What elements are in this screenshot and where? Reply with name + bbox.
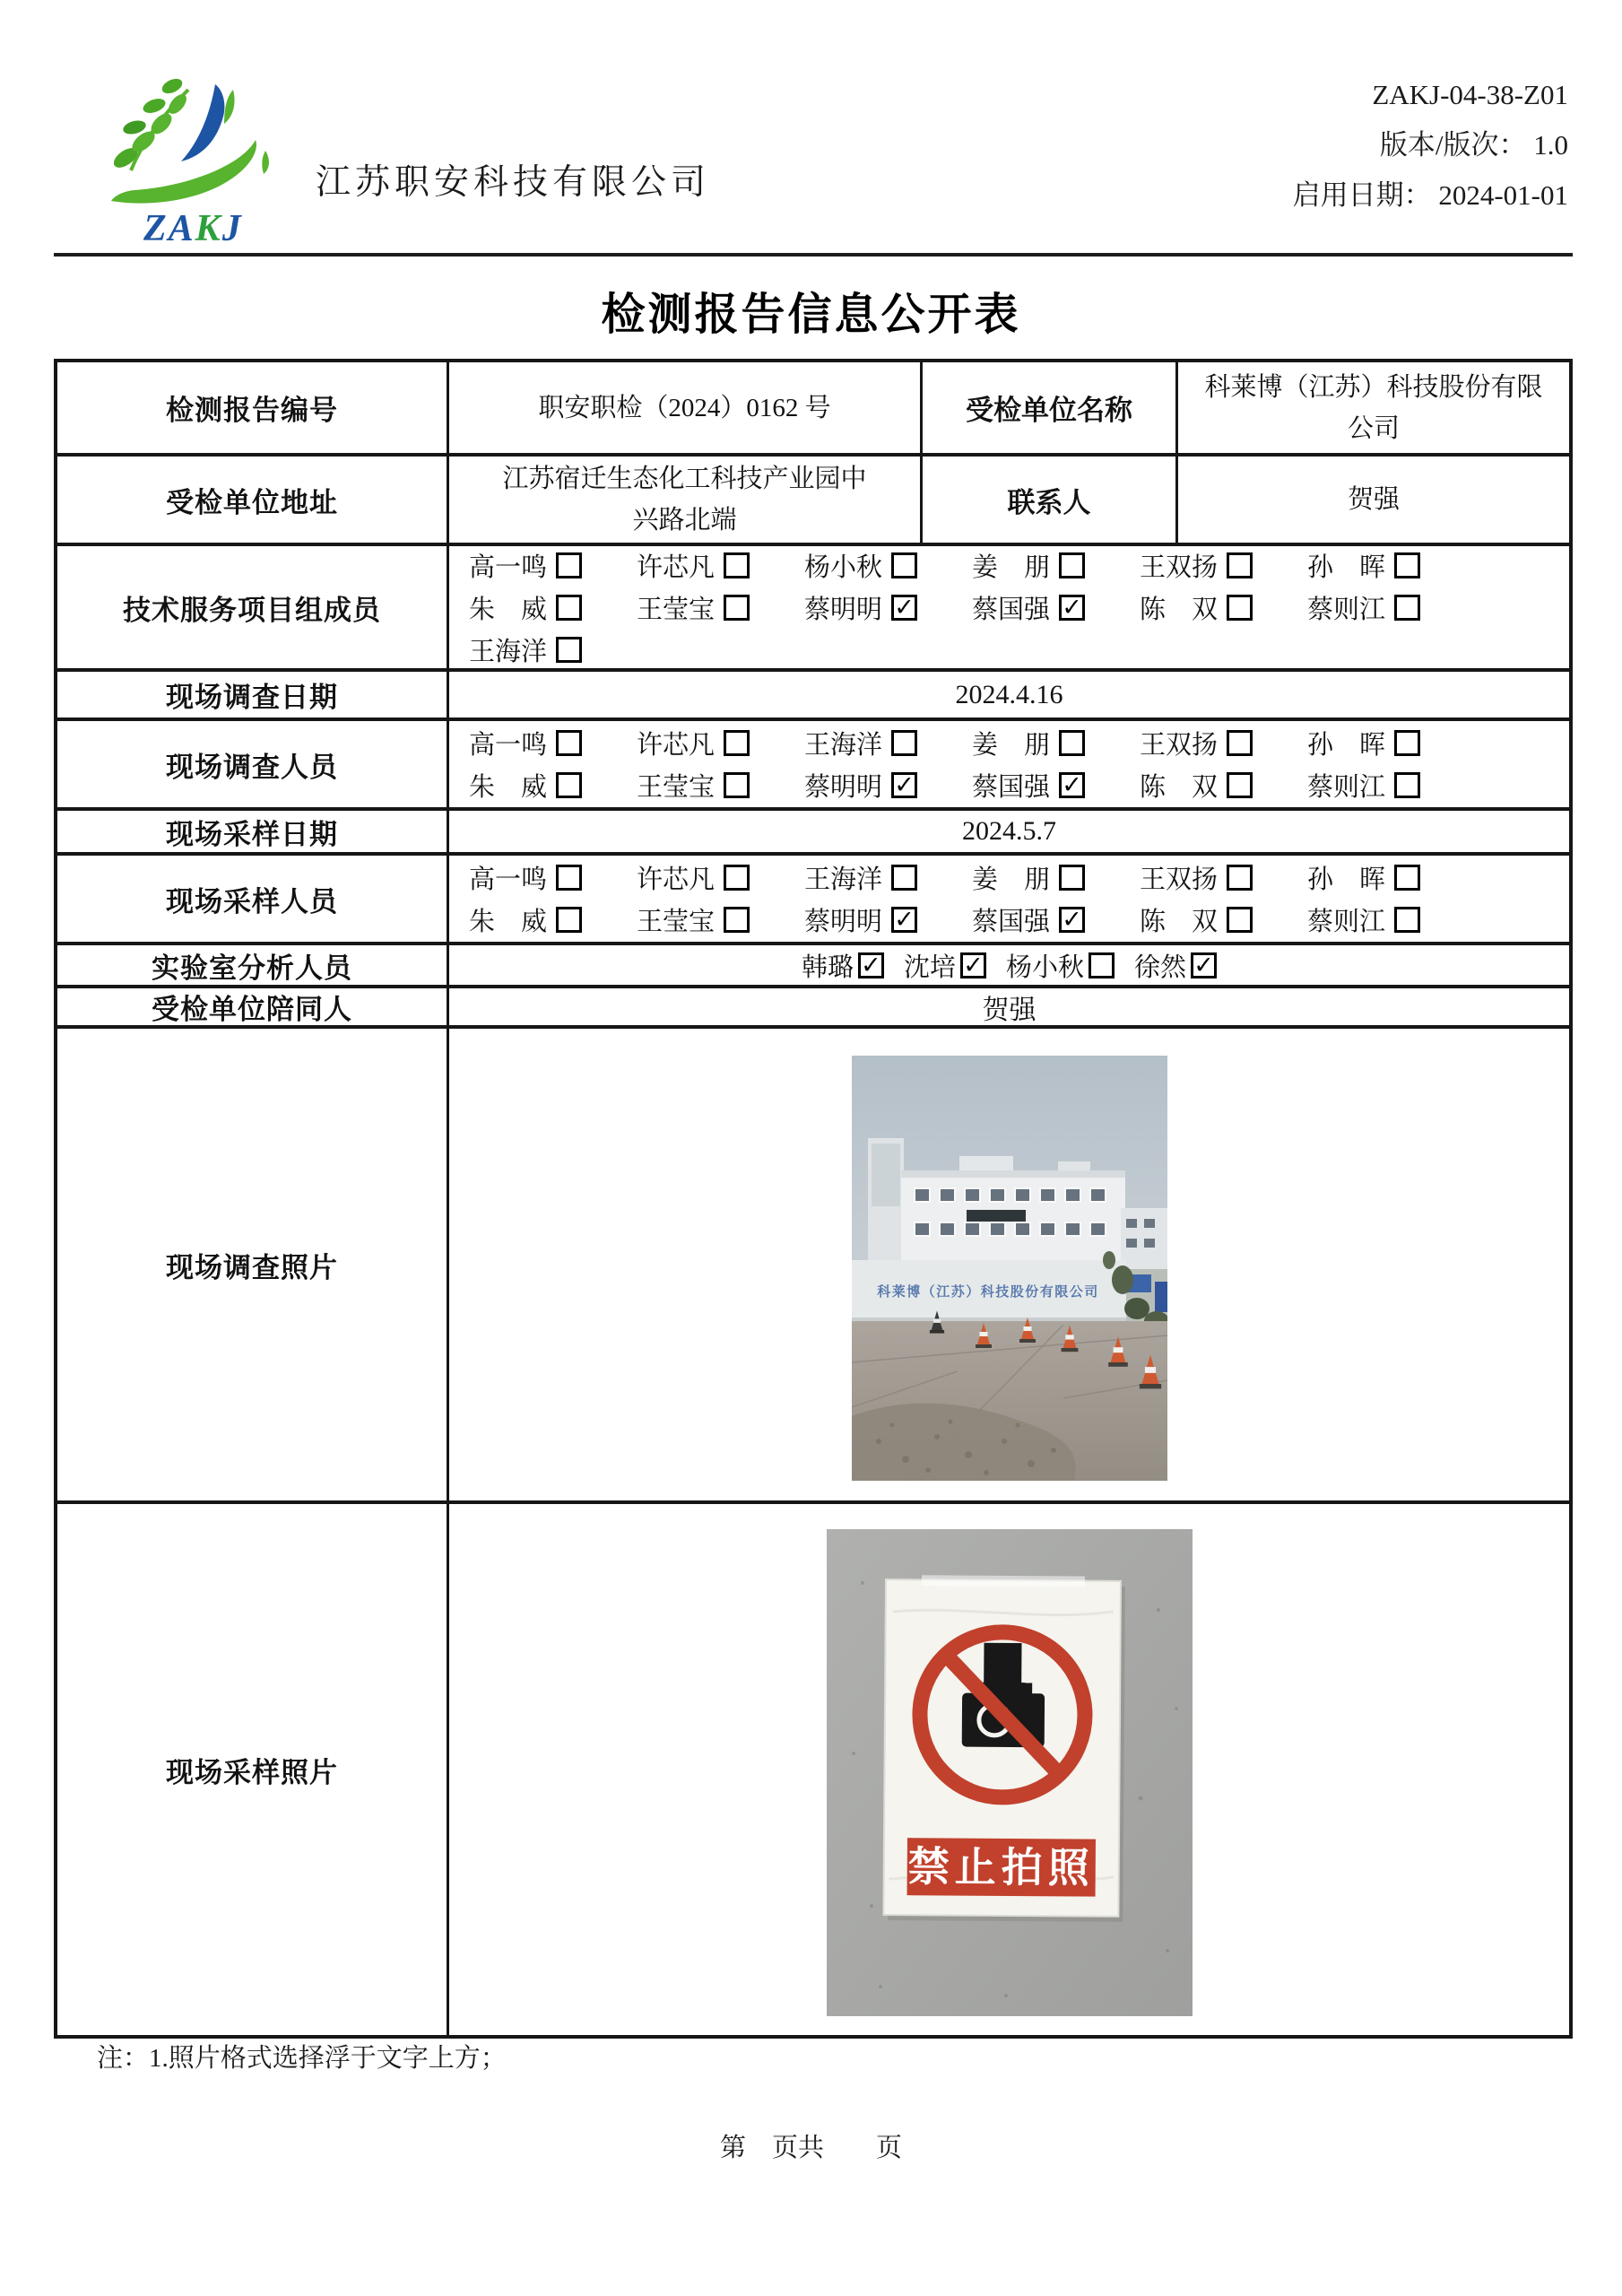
member-item <box>469 857 637 899</box>
checkbox-checked-icon: ✓ <box>960 952 986 978</box>
checkbox-empty-icon <box>1059 552 1085 578</box>
page-number-footer: 第 页共 页 <box>719 2134 902 2162</box>
checkbox-empty-icon <box>724 772 750 798</box>
member-name: 蔡国强 <box>972 908 1051 936</box>
member-name: 王莹宝 <box>637 908 716 936</box>
member-name: 蔡明明 <box>804 908 883 936</box>
member-item <box>1307 587 1475 629</box>
member-name: 王双扬 <box>1140 865 1219 894</box>
member-item <box>904 947 986 984</box>
member-name: 蔡国强 <box>972 773 1051 802</box>
checkbox-empty-icon <box>1394 595 1420 621</box>
survey-staff-members <box>449 721 1569 807</box>
doc-code: ZAKJ-04-38-Z01 <box>1372 79 1568 110</box>
company-name: 江苏职安科技有限公司 <box>316 163 711 202</box>
doc-version: 版本/版次： 1.0 <box>1379 129 1568 161</box>
survey-date-value: 2024.4.16 <box>955 679 1063 709</box>
member-name: 韩璐 <box>801 952 854 982</box>
member-name: 徐然 <box>1134 952 1187 982</box>
table-row-sample-staff <box>57 856 1569 945</box>
member-item <box>637 899 804 941</box>
member-name: 姜 朋 <box>972 865 1051 894</box>
table-row-sample-photo <box>57 1504 1569 2035</box>
member-name: 蔡明明 <box>804 595 883 624</box>
member-name: 王海洋 <box>469 637 548 666</box>
member-item <box>1307 722 1475 764</box>
member-item <box>469 587 637 629</box>
table-row-report-no <box>57 362 1569 457</box>
survey-staff-label: 现场调查人员 <box>57 721 449 807</box>
member-item <box>972 544 1140 587</box>
member-item <box>972 587 1140 629</box>
checkbox-empty-icon <box>1394 772 1420 798</box>
table-row-escort <box>57 988 1569 1029</box>
member-name: 蔡则江 <box>1307 773 1386 802</box>
sample-photo-cell <box>449 1504 1569 2035</box>
sample-date-label: 现场采样日期 <box>57 811 449 852</box>
team-members <box>449 546 1569 668</box>
checkbox-empty-icon <box>1089 952 1115 978</box>
member-item <box>804 857 972 899</box>
member-item <box>1134 947 1217 984</box>
prohibition-sign <box>883 1575 1125 1922</box>
member-name: 陈 双 <box>1140 595 1219 624</box>
member-item <box>1006 947 1115 984</box>
checkbox-checked-icon: ✓ <box>1191 952 1217 978</box>
checkbox-empty-icon <box>556 907 582 933</box>
member-name: 高一鸣 <box>469 552 548 582</box>
member-name: 王双扬 <box>1140 552 1219 582</box>
escort-value: 贺强 <box>982 995 1037 1025</box>
member-name: 杨小秋 <box>1006 952 1085 982</box>
checkbox-empty-icon <box>1394 552 1420 578</box>
member-name: 许芯凡 <box>637 865 716 894</box>
member-item <box>1140 857 1307 899</box>
checkbox-empty-icon <box>556 865 582 891</box>
table-row-address <box>57 457 1569 546</box>
logo-wordmark: ZAKJ <box>143 208 243 249</box>
member-item <box>1307 857 1475 899</box>
survey-photo-cell <box>449 1029 1569 1500</box>
checkbox-checked-icon: ✓ <box>1059 772 1085 798</box>
member-item <box>804 722 972 764</box>
checkbox-empty-icon <box>1059 730 1085 756</box>
member-item <box>802 947 884 984</box>
checkbox-checked-icon: ✓ <box>891 772 917 798</box>
checkbox-empty-icon <box>1394 865 1420 891</box>
table-row-team <box>57 546 1569 672</box>
member-item <box>804 764 972 806</box>
checkbox-empty-icon <box>1394 907 1420 933</box>
member-name: 杨小秋 <box>804 552 883 582</box>
no-photography-sign-photo <box>827 1529 1193 2016</box>
member-item <box>1307 544 1475 587</box>
member-item <box>804 587 972 629</box>
logo-blue-swoosh <box>181 84 224 161</box>
member-item <box>972 722 1140 764</box>
checkbox-empty-icon <box>724 730 750 756</box>
checkbox-empty-icon <box>556 637 582 663</box>
table-row-survey-date <box>57 672 1569 721</box>
escort-label: 受检单位陪同人 <box>57 988 449 1025</box>
member-name: 姜 朋 <box>972 552 1051 582</box>
sample-date-value: 2024.5.7 <box>962 816 1056 846</box>
member-item <box>469 544 637 587</box>
zakj-logo-icon <box>79 65 314 249</box>
survey-date-label: 现场调查日期 <box>57 672 449 718</box>
member-item <box>469 629 637 671</box>
member-name: 沈培 <box>903 952 956 982</box>
member-name: 蔡国强 <box>972 595 1051 624</box>
checkbox-empty-icon <box>1227 730 1253 756</box>
member-name: 王海洋 <box>804 865 883 894</box>
member-name: 王莹宝 <box>637 773 716 802</box>
logo-leaves <box>110 76 190 172</box>
member-item <box>637 587 804 629</box>
survey-site-photo <box>852 1056 1167 1481</box>
checkbox-empty-icon <box>1059 865 1085 891</box>
member-item <box>637 544 804 587</box>
member-name: 王海洋 <box>804 731 883 760</box>
unit-name-value: 科莱博（江苏）科技股份有限公司 <box>1204 372 1543 443</box>
member-name: 高一鸣 <box>469 865 548 894</box>
checkbox-empty-icon <box>556 772 582 798</box>
checkbox-empty-icon <box>556 552 582 578</box>
member-name: 高一鸣 <box>469 731 548 760</box>
member-item <box>637 857 804 899</box>
member-name: 孙 晖 <box>1307 552 1386 582</box>
checkbox-checked-icon: ✓ <box>891 595 917 621</box>
document-meta <box>1293 70 1568 221</box>
sample-staff-label: 现场采样人员 <box>57 856 449 942</box>
member-name: 孙 晖 <box>1307 865 1386 894</box>
checkbox-empty-icon <box>891 865 917 891</box>
wall-company-text: 科莱博（江苏）科技股份有限公司 <box>876 1284 1099 1300</box>
member-name: 蔡则江 <box>1307 908 1386 936</box>
checkbox-empty-icon <box>1227 595 1253 621</box>
checkbox-empty-icon <box>891 730 917 756</box>
member-item <box>972 899 1140 941</box>
logo-green-droplet-top <box>224 90 235 124</box>
member-item <box>1140 764 1307 806</box>
checkbox-empty-icon <box>556 730 582 756</box>
report-no-value: 职安职检（2024）0162 号 <box>449 362 923 453</box>
checkbox-empty-icon <box>1227 552 1253 578</box>
member-item <box>1140 899 1307 941</box>
report-info-table <box>54 359 1573 2039</box>
unit-addr-value: 江苏宿迁生态化工科技产业园中兴路北端 <box>449 457 923 543</box>
member-item <box>1140 587 1307 629</box>
checkbox-empty-icon <box>1227 865 1253 891</box>
checkbox-empty-icon <box>724 865 750 891</box>
member-name: 陈 双 <box>1140 908 1219 936</box>
member-item <box>637 764 804 806</box>
footnote: 注：1.照片格式选择浮于文字上方； <box>97 2044 507 2073</box>
member-name: 陈 双 <box>1140 773 1219 802</box>
survey-photo-label: 现场调查照片 <box>57 1029 449 1500</box>
checkbox-checked-icon: ✓ <box>1059 595 1085 621</box>
member-name: 孙 晖 <box>1307 731 1386 760</box>
table-row-lab <box>57 945 1569 988</box>
contact-value: 贺强 <box>1347 485 1400 514</box>
unit-addr-label: 受检单位地址 <box>57 457 449 543</box>
member-name: 蔡明明 <box>804 773 883 802</box>
sign-caption-text: 禁止拍照 <box>907 1843 1095 1892</box>
checkbox-empty-icon <box>1394 730 1420 756</box>
member-name: 王双扬 <box>1140 731 1219 760</box>
lab-members <box>449 945 1569 985</box>
member-item <box>804 544 972 587</box>
checkbox-checked-icon: ✓ <box>891 907 917 933</box>
sample-staff-members <box>449 856 1569 942</box>
table-row-sample-date <box>57 811 1569 856</box>
perimeter-wall <box>852 1260 1126 1323</box>
contact-label: 联系人 <box>923 457 1178 543</box>
logo-green-droplet-right <box>262 151 269 174</box>
table-row-survey-photo <box>57 1029 1569 1504</box>
checkbox-empty-icon <box>556 595 582 621</box>
checkbox-empty-icon <box>724 552 750 578</box>
page-title: 检测报告信息公开表 <box>601 291 1021 339</box>
table-row-survey-staff <box>57 721 1569 811</box>
checkbox-checked-icon: ✓ <box>1059 907 1085 933</box>
checkbox-empty-icon <box>1227 772 1253 798</box>
unit-name-label: 受检单位名称 <box>923 362 1178 453</box>
lab-label: 实验室分析人员 <box>57 945 449 985</box>
member-name: 许芯凡 <box>637 731 716 760</box>
member-item <box>469 764 637 806</box>
checkbox-empty-icon <box>724 907 750 933</box>
member-item <box>469 722 637 764</box>
member-item <box>1140 544 1307 587</box>
member-item <box>1307 764 1475 806</box>
member-item <box>637 722 804 764</box>
member-item <box>469 899 637 941</box>
report-no-label: 检测报告编号 <box>57 362 449 453</box>
member-item <box>1140 722 1307 764</box>
member-name: 朱 威 <box>469 773 548 802</box>
checkbox-checked-icon: ✓ <box>858 952 884 978</box>
checkbox-empty-icon <box>891 552 917 578</box>
member-name: 朱 威 <box>469 908 548 936</box>
header-divider <box>54 253 1573 257</box>
sample-photo-label: 现场采样照片 <box>57 1504 449 2035</box>
member-name: 王莹宝 <box>637 595 716 624</box>
member-name: 朱 威 <box>469 595 548 624</box>
team-label: 技术服务项目组成员 <box>57 546 449 668</box>
checkbox-empty-icon <box>724 595 750 621</box>
member-name: 许芯凡 <box>637 552 716 582</box>
checkbox-empty-icon <box>1227 907 1253 933</box>
member-name: 姜 朋 <box>972 731 1051 760</box>
member-item <box>804 899 972 941</box>
member-item <box>972 764 1140 806</box>
member-name: 蔡则江 <box>1307 595 1386 624</box>
member-item <box>972 857 1140 899</box>
member-item <box>1307 899 1475 941</box>
doc-start-date: 启用日期： 2024-01-01 <box>1292 179 1568 211</box>
